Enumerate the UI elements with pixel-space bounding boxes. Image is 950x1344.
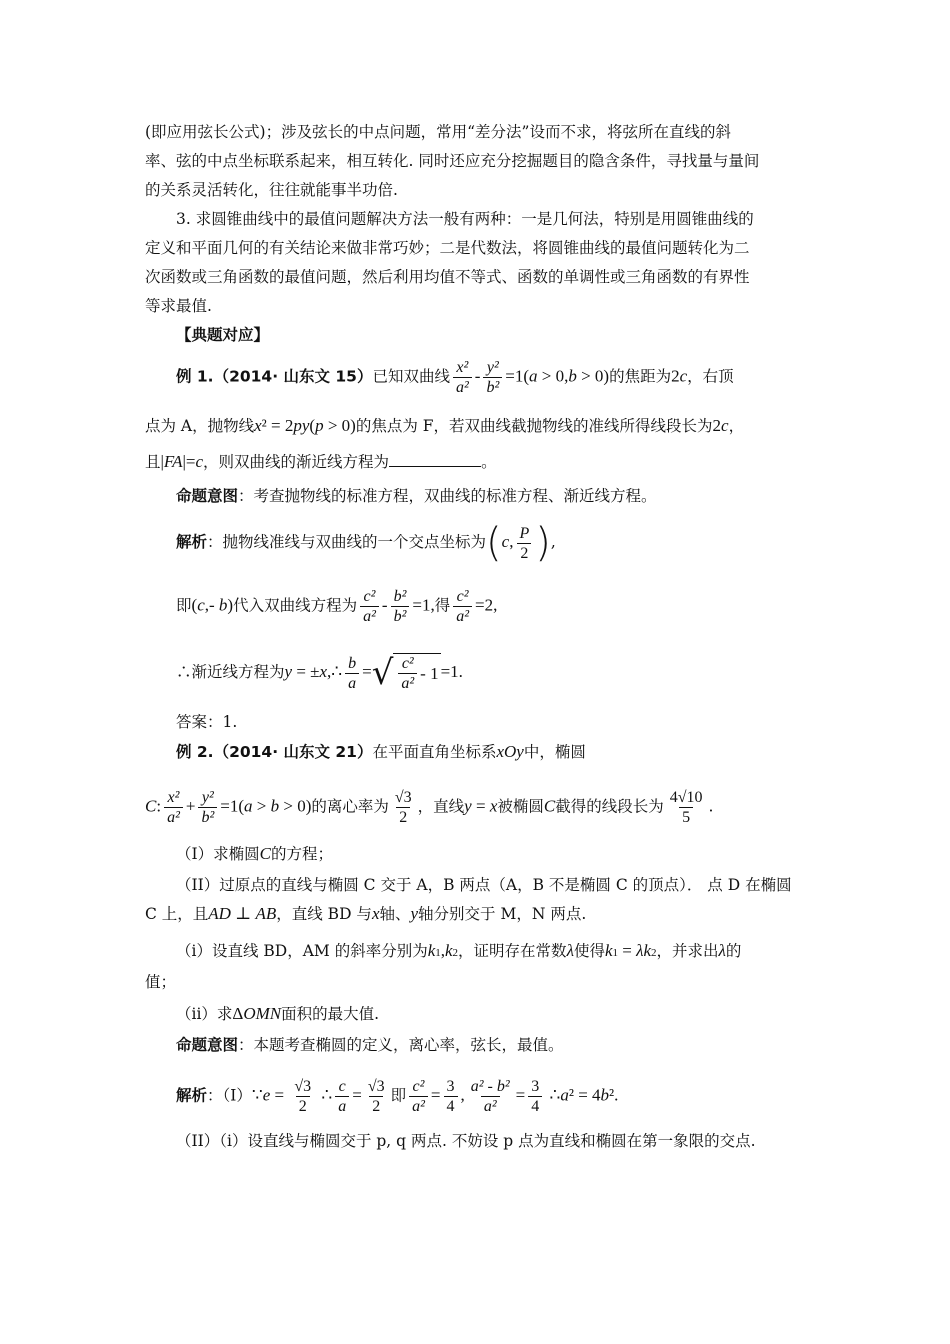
ex2-label: 例 2.（2014· 山东文 21） [176,743,373,761]
ex1-line-2: 点为 A，抛物线x² = 2py(p > 0)的焦点为 F，若双曲线截抛物线的准线所得线段长为2c， [145,416,745,435]
ex2-analysis-line-2: （II）（i）设直线与椭圆交于 p, q 两点. 不妨设 p 点为直线和椭圆在第一象限的交点. [176,1132,756,1150]
ex2-analysis-line-1: 解析：（Ⅰ）∵e = $\frac{√3}{2}$ ∴ $\frac{c}{a}$ = $\frac{√3}{2}$ 即 $\frac{\text{c²}}{\text{a²}}$ = $\frac{3}{4}$ , $\frac{\text{a² - b²}}{\text{a²}}$ = $\frac{3}{4}$ ∴a² = 4b². [176,1078,619,1115]
intro-line-2: 率、弦的中点坐标联系起来，相互转化. 同时还应充分挖掘题目的隐含条件，寻找量与量间 [145,152,760,170]
ex1-line-3: 且|FA|=c，则双曲线的渐近线方程为 。 [145,452,497,471]
ex1-hyperbola-y-term: $\frac{\text{y²}}{\text{b²}}$ [483,358,502,397]
ex2-line-1: 例 2.（2014· 山东文 21）在平面直角坐标系xOy中，椭圆 [176,742,586,761]
ex1-answer: 答案：1. [176,713,238,731]
ex2-q2-line-1: （II）过原点的直线与椭圆 C 交于 A，B 两点（A，B 不是椭圆 C 的顶点）． 点 D 在椭圆 [176,876,792,894]
ex2-line-2: C: $\frac{\text{x²}}{\text{a²}}$ + $\frac{\text{y²}}{\text{b²}}$ =1(a > b > 0)的离心率为 $\frac{√3}{2}$ ，直线y = x被椭圆C截得的线段长为 $\frac{4√10}{5}$ . [145,789,714,826]
ex1-analysis-line-1: 解析：抛物线准线与双曲线的一个交点坐标为(c, $\frac{P}{2}$ ), [176,520,556,566]
ex1-answer-blank[interactable] [389,452,481,467]
ex2-qi-line-2: 值； [145,973,177,991]
ex1-label: 例 1.（2014· 山东文 15） [176,367,373,386]
para3-line-1: 3. 求圆锥曲线中的最值问题解决方法一般有两种：一是几何法，特别是用圆锥曲线的 [176,210,754,228]
intro-line-1: (即应用弦长公式)；涉及弦长的中点问题，常用“差分法”设而不求，将弦所在直线的斜 [145,123,731,141]
ex1-line-1: 例 1.（2014· 山东文 15）已知双曲线 $\frac{\text{x²}}{\text{a²}}$ - $\frac{\text{y²}}{\text{b²}}$ =1(a > 0,b > 0)的焦距为2c，右顶 [176,359,734,396]
para3-line-2: 定义和平面几何的有关结论来做非常巧妙；二是代数法，将圆锥曲线的最值问题转化为二 [145,239,750,257]
ex2-qii: （ii）求ΔOMN面积的最大值. [176,1004,380,1023]
para3-line-4: 等求最值. [145,297,212,315]
ex2-q1: （Ⅰ）求椭圆C的方程； [176,844,333,863]
intro-line-3: 的关系灵活转化，往往就能事半功倍. [145,181,398,199]
ex2-q2-line-2: C 上，且AD ⊥ AB，直线 BD 与x轴、y轴分别交于 M，N 两点. [145,904,587,923]
para3-line-3: 次函数或三角函数的最值问题，然后利用均值不等式、函数的单调性或三角函数的有界性 [145,268,750,286]
section-heading: 【典题对应】 [176,326,270,344]
ex1-analysis-line-2: 即(c,- b)代入双曲线方程为 $\frac{\text{c²}}{\text{a²}}$ - $\frac{\text{b²}}{\text{b²}}$ =1,得 $\frac{\text{c²}}{\text{a²}}$ =2, [176,588,498,625]
ex2-qi-line-1: （i）设直线 BD，AM 的斜率分别为k1,k2，证明存在常数λ使得k1 = λk2，并求出λ的 [176,941,742,960]
ex1-hyperbola-x-term: $\frac{\text{x²}}{\text{a²}}$ [453,358,472,397]
ex1-intent: 命题意图：考查抛物线的标准方程，双曲线的标准方程、渐近线方程。 [176,487,657,505]
ex2-intent: 命题意图：本题考查椭圆的定义，离心率，弦长，最值。 [176,1036,564,1054]
ex1-analysis-line-3: ∴渐近线方程为y = ±x,∴ $\frac{b}{a}$ = √ c² a² - 1 =1. [176,653,463,693]
